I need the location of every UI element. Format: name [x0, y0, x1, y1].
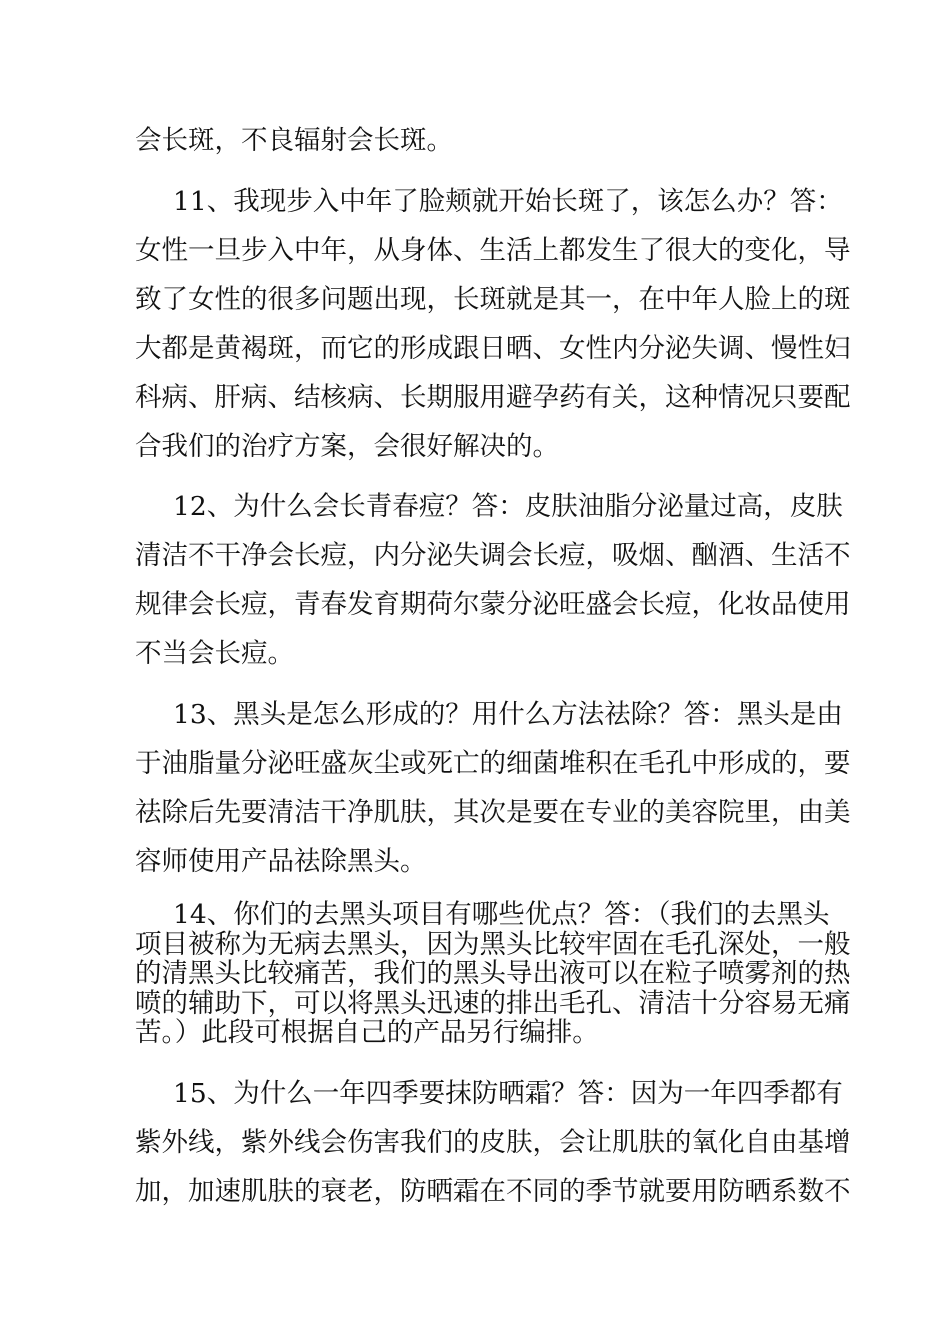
paragraph-q13	[135, 690, 851, 886]
text-line: 合我们的治疗方案，会很好解决的。	[135, 431, 559, 462]
paragraph-continuation	[135, 116, 825, 165]
text-line: 女性一旦步入中年，从身体、生活上都发生了很大的变化，导	[135, 235, 851, 266]
paragraph-q15	[135, 1069, 851, 1216]
text-line: 苦。）此段可根据自己的产品另行编排。	[135, 1017, 599, 1048]
text-line: 于油脂量分泌旺盛灰尘或死亡的细菌堆积在毛孔中形成的，要	[135, 748, 851, 779]
text-line: 规律会长痘，青春发育期荷尔蒙分泌旺盛会长痘，化妆品使用	[135, 589, 851, 620]
text-line: 科病、肝病、结核病、长期服用避孕药有关，这种情况只要配	[135, 382, 851, 413]
text-line: 紫外线，紫外线会伤害我们的皮肤，会让肌肤的氧化自由基增	[135, 1127, 851, 1158]
paragraph-q14	[135, 899, 851, 1048]
paragraph-q12	[135, 482, 851, 678]
text-line: 项目被称为无病去黑头，因为黑头比较牢固在毛孔深处，一般	[135, 928, 851, 960]
text-line: 喷的辅助下，可以将黑头迅速的排出毛孔、清洁十分容易无痛	[135, 987, 851, 1019]
text-line: 加，加速肌肤的衰老，防晒霜在不同的季节就要用防晒系数不	[135, 1176, 851, 1207]
text-line: 祛除后先要清洁干净肌肤，其次是要在专业的美容院里，由美	[135, 797, 851, 828]
text-line: 12、为什么会长青春痘？答：皮肤油脂分泌量过高，皮肤	[173, 491, 843, 522]
text-line: 会长斑，不良辐射会长斑。	[135, 125, 453, 156]
text-line: 15、为什么一年四季要抹防晒霜？答：因为一年四季都有	[173, 1078, 843, 1109]
text-line: 大都是黄褐斑，而它的形成跟日晒、女性内分泌失调、慢性妇	[135, 333, 851, 364]
text-line: 容师使用产品祛除黑头。	[135, 846, 427, 877]
text-line: 14、你们的去黑头项目有哪些优点？答：（我们的去黑头	[173, 899, 830, 930]
text-line: 11、我现步入中年了脸颊就开始长斑了，该怎么办？答：	[173, 186, 843, 217]
text-line: 13、黑头是怎么形成的？用什么方法祛除？答：黑头是由	[173, 699, 843, 730]
paragraph-q11	[135, 177, 851, 471]
text-line: 的清黑头比较痛苦，我们的黑头导出液可以在粒子喷雾剂的热	[135, 958, 851, 989]
text-line: 清洁不干净会长痘，内分泌失调会长痘，吸烟、酗酒、生活不	[135, 540, 851, 571]
text-line: 致了女性的很多问题出现，长斑就是其一，在中年人脸上的斑	[135, 284, 851, 315]
text-line: 不当会长痘。	[135, 638, 294, 669]
